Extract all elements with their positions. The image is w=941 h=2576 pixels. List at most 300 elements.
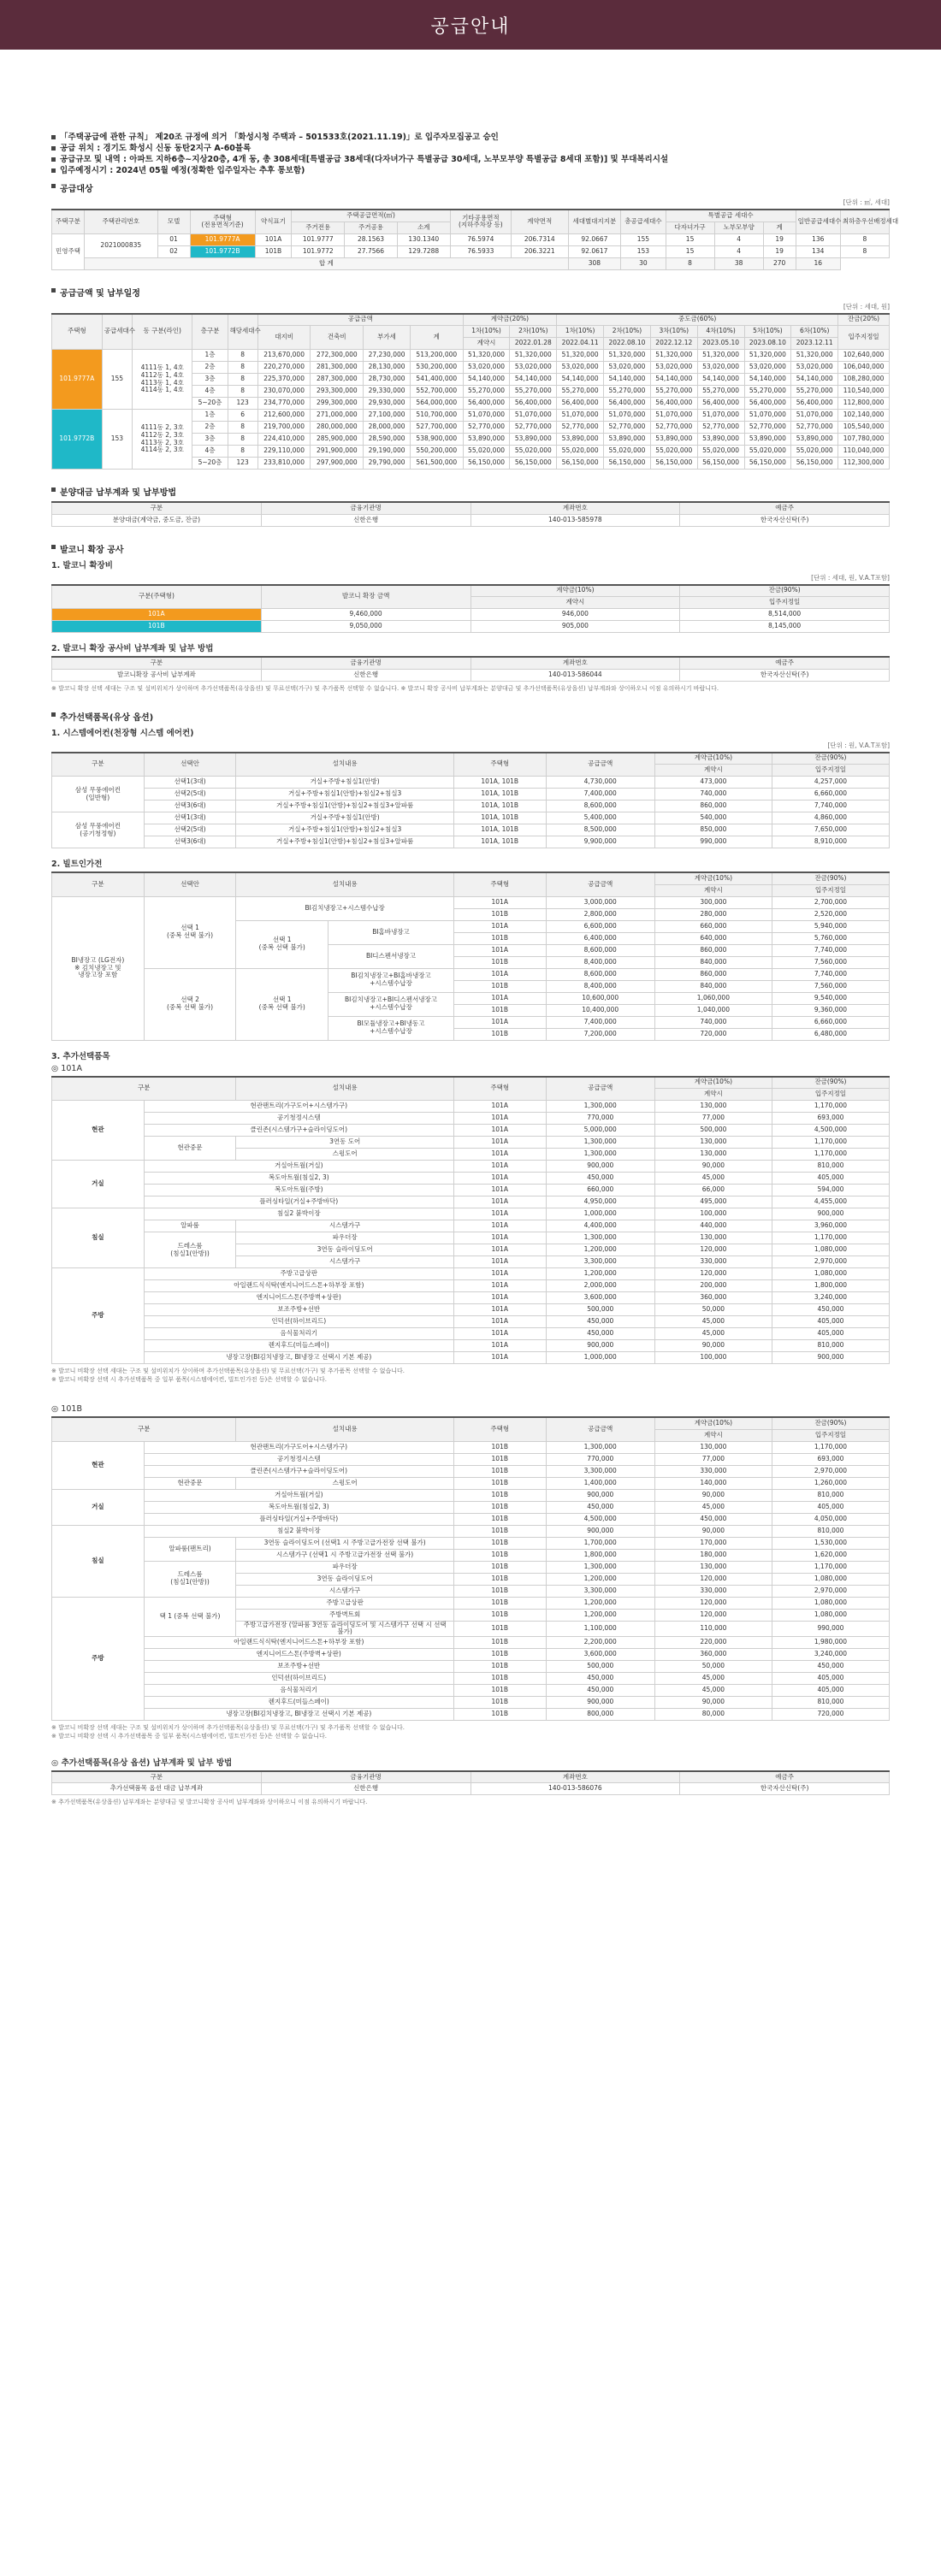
cell: 53,020,000 bbox=[791, 362, 838, 374]
cell: BI김치냉장고+BI디스펜서냉장고 +시스템수납장 bbox=[328, 992, 454, 1016]
th: 주택관리번호 bbox=[85, 210, 158, 233]
cell: 101A bbox=[453, 1173, 546, 1185]
cell: 현관팬트리(가구도어+시스템가구) bbox=[144, 1441, 453, 1453]
cell: 500,000 bbox=[546, 1660, 654, 1672]
cell: 인덕션(하이브리드) bbox=[144, 1316, 453, 1328]
th: 세대별대지지분 bbox=[568, 210, 621, 233]
cell-type-101a: 101A bbox=[52, 609, 262, 621]
cell: 720,000 bbox=[654, 1028, 772, 1040]
cell: 330,000 bbox=[654, 1256, 772, 1268]
th: 해당세대수 bbox=[228, 314, 257, 350]
th: 대지비 bbox=[257, 326, 311, 350]
cell: 900,000 bbox=[546, 1489, 654, 1501]
cell: 1,200,000 bbox=[546, 1244, 654, 1256]
th: 주택구분 bbox=[52, 210, 85, 233]
cell: 541,400,000 bbox=[410, 374, 463, 386]
cell: 56,150,000 bbox=[510, 458, 557, 470]
cell: 101B bbox=[453, 1513, 546, 1525]
cell: 냉장고장(BI김치냉장고, BI냉장고 선택시 기본 제공) bbox=[144, 1708, 453, 1720]
table-row bbox=[52, 1453, 890, 1465]
cell: 55,270,000 bbox=[744, 386, 791, 398]
cell: 3,240,000 bbox=[772, 1648, 889, 1660]
cell: 200,000 bbox=[654, 1280, 772, 1292]
cell: 291,900,000 bbox=[311, 446, 364, 458]
cell: 101B bbox=[453, 1477, 546, 1489]
cell: 101B bbox=[453, 1561, 546, 1573]
cell: 101A bbox=[453, 1268, 546, 1280]
cell: 8,400,000 bbox=[546, 980, 654, 992]
th: 공급금액 bbox=[546, 753, 654, 777]
cell: 101A bbox=[453, 1137, 546, 1149]
cell: 1,080,000 bbox=[772, 1573, 889, 1585]
cell: 101.9777 bbox=[292, 233, 345, 245]
th: 주택형(전용면적기준) bbox=[190, 210, 255, 233]
cell: 8,145,000 bbox=[680, 621, 890, 633]
th: 금융기관명 bbox=[261, 1771, 470, 1783]
cell: 선택 1 (중복 선택 불가) bbox=[236, 920, 328, 968]
cell: 신한은행 bbox=[261, 514, 470, 526]
cell: 53,890,000 bbox=[744, 434, 791, 446]
cell: 2층 bbox=[192, 362, 228, 374]
cell: 990,000 bbox=[654, 836, 772, 848]
cell: 56,150,000 bbox=[697, 458, 744, 470]
th: 소계 bbox=[397, 222, 450, 233]
th: 발코니 확장 금액 bbox=[261, 585, 470, 609]
cell: 101B bbox=[453, 908, 546, 920]
cell: 360,000 bbox=[654, 1292, 772, 1304]
cell: 28,000,000 bbox=[364, 422, 411, 434]
cell: 106,040,000 bbox=[838, 362, 890, 374]
cell: 1,200,000 bbox=[546, 1597, 654, 1609]
cell: 90,000 bbox=[654, 1525, 772, 1537]
cell: 405,000 bbox=[772, 1328, 889, 1340]
cell: 2,000,000 bbox=[546, 1280, 654, 1292]
table-row bbox=[52, 1708, 890, 1720]
table-row bbox=[52, 789, 890, 801]
cell: 8 bbox=[840, 233, 889, 245]
th: 총공급세대수 bbox=[621, 210, 666, 233]
cell: 54,140,000 bbox=[744, 374, 791, 386]
cell: 1,000,000 bbox=[546, 1208, 654, 1220]
cell: 냉장고장(BI김치냉장고, BI냉장고 선택시 기본 제공) bbox=[144, 1352, 453, 1364]
notice-list bbox=[51, 132, 890, 176]
cell: 101A, 101B bbox=[453, 801, 546, 812]
cell: 54,140,000 bbox=[557, 374, 604, 386]
cell: 5~20층 bbox=[192, 458, 228, 470]
cell: 271,000,000 bbox=[311, 410, 364, 422]
cell: 101A bbox=[453, 1016, 546, 1028]
cell: 보조주방+선반 bbox=[144, 1304, 453, 1316]
cell: 101A, 101B bbox=[453, 789, 546, 801]
cell: 3,240,000 bbox=[772, 1292, 889, 1304]
cell: 101A bbox=[453, 1304, 546, 1316]
table-row bbox=[52, 1125, 890, 1137]
cell: 330,000 bbox=[654, 1585, 772, 1597]
th: 주택형 bbox=[453, 872, 546, 896]
th: 계약금(10%) bbox=[654, 872, 772, 884]
cell: 공기청정시스템 bbox=[144, 1113, 453, 1125]
cell: 120,000 bbox=[654, 1244, 772, 1256]
th: 주택공급면적(㎡) bbox=[292, 210, 450, 222]
cell: 860,000 bbox=[654, 944, 772, 956]
cell: 281,300,000 bbox=[311, 362, 364, 374]
cell: 101B bbox=[453, 1648, 546, 1660]
options-101b-table bbox=[51, 1416, 890, 1721]
model-label-101b: ◎ 101B bbox=[51, 1404, 82, 1414]
notice-item: 공급규모 및 내역 : 아파트 지하6층~지상20층, 4개 동, 총 308세대[특별공급 38세대(다자녀가구 특별공급 30세대, 노부모부양 특별공급 8세대 포함)] 및 부대복리시설 bbox=[51, 154, 890, 165]
th: 공급금액 bbox=[546, 872, 654, 896]
th: 1차(10%) bbox=[463, 326, 510, 338]
cell: 51,070,000 bbox=[604, 410, 651, 422]
cell: 900,000 bbox=[546, 1525, 654, 1537]
cell: 선택 2 (중복 선택 불가) bbox=[144, 968, 236, 1040]
cell: 53,020,000 bbox=[744, 362, 791, 374]
cell: 213,670,000 bbox=[257, 350, 311, 362]
cell: 101B bbox=[453, 1441, 546, 1453]
cell: 55,020,000 bbox=[791, 446, 838, 458]
th: 계약면적 bbox=[511, 210, 568, 233]
cell: 54,140,000 bbox=[463, 374, 510, 386]
cell: 7,740,000 bbox=[772, 944, 889, 956]
cell: 4111동 1, 4호 4112동 1, 4호 4113동 1, 4호 4114동 1, 4호 bbox=[132, 350, 192, 410]
cell: 55,020,000 bbox=[510, 446, 557, 458]
cell: 6,600,000 bbox=[546, 920, 654, 932]
table-row bbox=[52, 1684, 890, 1696]
cell: 55,270,000 bbox=[557, 386, 604, 398]
cell: 220,000 bbox=[654, 1636, 772, 1648]
cell: 4 bbox=[714, 233, 763, 245]
cell: 3연동 슬라이딩도어 bbox=[236, 1573, 454, 1585]
cell: 53,020,000 bbox=[650, 362, 697, 374]
cell: 101B bbox=[453, 1549, 546, 1561]
cell: 3,300,000 bbox=[546, 1465, 654, 1477]
cell: 130,000 bbox=[654, 1441, 772, 1453]
cell: 297,900,000 bbox=[311, 458, 364, 470]
cell: 101A bbox=[453, 944, 546, 956]
cell: 234,770,000 bbox=[257, 398, 311, 410]
cell: 6 bbox=[228, 410, 257, 422]
th: 2023.12.11 bbox=[791, 338, 838, 350]
cell: 8 bbox=[228, 422, 257, 434]
table-row bbox=[52, 1597, 890, 1609]
cell: 55,270,000 bbox=[604, 386, 651, 398]
cell: 55,020,000 bbox=[744, 446, 791, 458]
cell: 55,270,000 bbox=[510, 386, 557, 398]
th: 계좌번호 bbox=[470, 1771, 680, 1783]
cell: 110,540,000 bbox=[838, 386, 890, 398]
cell: 2,200,000 bbox=[546, 1636, 654, 1648]
section-title-balcony: 발코니 확장 공사 bbox=[51, 542, 890, 555]
table-row bbox=[52, 1137, 890, 1149]
cell: 드레스룸 (침실1(안방)) bbox=[144, 1232, 236, 1268]
th: 계약시 bbox=[654, 884, 772, 896]
table-row bbox=[52, 1185, 890, 1196]
cell: BI홈바냉장고 bbox=[328, 920, 454, 944]
cell: 27.7566 bbox=[345, 245, 398, 257]
cell: 01 bbox=[157, 233, 190, 245]
cell: 51,320,000 bbox=[557, 350, 604, 362]
cell: 현관 bbox=[52, 1101, 145, 1161]
th: 금융기관명 bbox=[261, 502, 470, 514]
section-title-payment-account: 분양대금 납부계좌 및 납부방법 bbox=[51, 485, 890, 498]
cell: 538,900,000 bbox=[410, 434, 463, 446]
cell: 3,300,000 bbox=[546, 1256, 654, 1268]
cell: 8,600,000 bbox=[546, 944, 654, 956]
th: 잔금(90%) bbox=[680, 585, 890, 597]
cell: 선택 1 (중복 선택 불가) bbox=[144, 896, 236, 968]
footnote: ※ 발코니 비확장 선택 시 추가선택품목 중 일부 품목(시스템에어컨, 빌트인가전 등)은 선택할 수 없습니다. bbox=[51, 1376, 327, 1383]
cell: 101A, 101B bbox=[453, 777, 546, 789]
cell: 101B bbox=[453, 1537, 546, 1549]
table-row bbox=[52, 1648, 890, 1660]
cell: 56,150,000 bbox=[744, 458, 791, 470]
cell: 분양대금(계약금, 중도금, 잔금) bbox=[52, 514, 262, 526]
cell: 230,070,000 bbox=[257, 386, 311, 398]
cell: 272,300,000 bbox=[311, 350, 364, 362]
cell: 8 bbox=[228, 362, 257, 374]
cell: 1,300,000 bbox=[546, 1149, 654, 1161]
cell: 51,070,000 bbox=[744, 410, 791, 422]
cell: 1,170,000 bbox=[772, 1149, 889, 1161]
th: 금융기관명 bbox=[261, 657, 470, 669]
cell: 76.5974 bbox=[450, 233, 511, 245]
cell: 233,810,000 bbox=[257, 458, 311, 470]
cell: 엔지니어드스톤(주방벽+상판) bbox=[144, 1292, 453, 1304]
cell: 6,400,000 bbox=[546, 932, 654, 944]
cell-type: 101.9772B bbox=[52, 410, 103, 470]
cell: 현관팬트리(가구도어+시스템가구) bbox=[144, 1101, 453, 1113]
cell: 54,140,000 bbox=[697, 374, 744, 386]
cell: 음식물처리기 bbox=[144, 1328, 453, 1340]
cell: 추가선택품목 옵션 대금 납부계좌 bbox=[52, 1783, 262, 1795]
table-row bbox=[52, 968, 890, 980]
cell: 101A bbox=[453, 896, 546, 908]
balcony-price-table bbox=[51, 584, 890, 634]
cell: 5,000,000 bbox=[546, 1125, 654, 1137]
table-row bbox=[52, 350, 890, 362]
cell: 현관중문 bbox=[144, 1137, 236, 1161]
cell: 3,600,000 bbox=[546, 1292, 654, 1304]
cell: 복도아트월(침실2, 3) bbox=[144, 1173, 453, 1185]
th: 계좌번호 bbox=[470, 657, 680, 669]
th: 선택안 bbox=[144, 753, 236, 777]
cell: 10,400,000 bbox=[546, 1004, 654, 1016]
table-row bbox=[52, 1101, 890, 1113]
cell: 플러싱타일(거실+주방바닥) bbox=[144, 1196, 453, 1208]
cell: 54,140,000 bbox=[604, 374, 651, 386]
cell: 51,070,000 bbox=[510, 410, 557, 422]
cell: 92.0667 bbox=[568, 233, 621, 245]
cell: 101B bbox=[453, 1609, 546, 1621]
cell: 299,300,000 bbox=[311, 398, 364, 410]
cell: 2,970,000 bbox=[772, 1465, 889, 1477]
table-row bbox=[52, 896, 890, 908]
cell: 55,020,000 bbox=[650, 446, 697, 458]
balcony-account-table bbox=[51, 656, 890, 682]
cell: 510,700,000 bbox=[410, 410, 463, 422]
cell: 28,590,000 bbox=[364, 434, 411, 446]
cell: 1,200,000 bbox=[546, 1268, 654, 1280]
cell: 101A bbox=[453, 920, 546, 932]
cell: 293,300,000 bbox=[311, 386, 364, 398]
cell: 130,000 bbox=[654, 1232, 772, 1244]
cell: 220,270,000 bbox=[257, 362, 311, 374]
cell: 1,170,000 bbox=[772, 1232, 889, 1244]
cell: 5,940,000 bbox=[772, 920, 889, 932]
cell: 거실+주방+침실1(안방)+침실2+침실3+알파룸 bbox=[236, 836, 454, 848]
cell: 693,000 bbox=[772, 1453, 889, 1465]
cell: 53,890,000 bbox=[650, 434, 697, 446]
cell: 51,320,000 bbox=[650, 350, 697, 362]
th: 입주지정일 bbox=[772, 765, 889, 777]
cell: 660,000 bbox=[546, 1185, 654, 1196]
cell: 45,000 bbox=[654, 1501, 772, 1513]
cell: 거실아트월(거실) bbox=[144, 1161, 453, 1173]
cell: 450,000 bbox=[772, 1304, 889, 1316]
cell: 9,900,000 bbox=[546, 836, 654, 848]
cell: 3연동 슬라이딩도어 bbox=[236, 1244, 454, 1256]
cell: 56,400,000 bbox=[650, 398, 697, 410]
cell: 101A bbox=[453, 1352, 546, 1364]
supply-target-table bbox=[51, 209, 899, 270]
cell: 170,000 bbox=[654, 1537, 772, 1549]
th: 계약금(10%) bbox=[654, 753, 772, 765]
th: 설치내용 bbox=[236, 1417, 454, 1441]
cell: 155 bbox=[102, 350, 132, 410]
notice-item: 공급 위치 : 경기도 화성시 신동 동탄2지구 A-60블록 bbox=[51, 143, 890, 154]
cell: 206.3221 bbox=[511, 245, 568, 257]
th: 다자녀가구 bbox=[666, 222, 714, 233]
cell: 1,170,000 bbox=[772, 1137, 889, 1149]
th: 잔금(90%) bbox=[772, 753, 889, 765]
cell: 800,000 bbox=[546, 1708, 654, 1720]
cell: 클린존(시스템가구+슬라이딩도어) bbox=[144, 1465, 453, 1477]
cell: 51,320,000 bbox=[697, 350, 744, 362]
table-row bbox=[52, 1465, 890, 1477]
cell: 500,000 bbox=[654, 1125, 772, 1137]
cell: 770,000 bbox=[546, 1453, 654, 1465]
cell: 16 bbox=[796, 257, 840, 269]
cell: 8,910,000 bbox=[772, 836, 889, 848]
cell: 134 bbox=[796, 245, 840, 257]
cell: 101B bbox=[255, 245, 292, 257]
cell: 7,560,000 bbox=[772, 956, 889, 968]
cell: 552,700,000 bbox=[410, 386, 463, 398]
cell: 1,000,000 bbox=[546, 1352, 654, 1364]
cell: 1,300,000 bbox=[546, 1561, 654, 1573]
cell: 침실2 붙박이장 bbox=[144, 1525, 453, 1537]
unit-label: [단위 : 세대, 원] bbox=[843, 302, 890, 310]
cell: 1,080,000 bbox=[772, 1597, 889, 1609]
table-row bbox=[52, 1477, 890, 1489]
cell: 29,930,000 bbox=[364, 398, 411, 410]
cell: 101B bbox=[453, 1684, 546, 1696]
table-row bbox=[52, 1208, 890, 1220]
cell: 29,190,000 bbox=[364, 446, 411, 458]
th: 층구분 bbox=[192, 314, 228, 350]
header-banner bbox=[0, 0, 941, 50]
table-row bbox=[52, 1636, 890, 1648]
cell: 45,000 bbox=[654, 1173, 772, 1185]
th: 계약금(20%) bbox=[463, 314, 557, 326]
cell: 주방 bbox=[52, 1268, 145, 1364]
cell: 102,640,000 bbox=[838, 350, 890, 362]
cell: 51,070,000 bbox=[557, 410, 604, 422]
model-label-101a: ◎ 101A bbox=[51, 1063, 82, 1073]
footnote: ※ 발코니 비확장 선택 세대는 구조 및 설비위치가 상이하며 추가선택품목(유상옵션) 및 무료선택(가구) 및 추가품목 선택할 수 없습니다. bbox=[51, 1368, 405, 1374]
section-title-options: 추가선택품목(유상 옵션) bbox=[51, 710, 890, 723]
cell: 1,300,000 bbox=[546, 1137, 654, 1149]
cell: 101A bbox=[453, 1328, 546, 1340]
cell: 640,000 bbox=[654, 932, 772, 944]
cell: 주방벽트회 bbox=[236, 1609, 454, 1621]
cell: 101A bbox=[453, 1125, 546, 1137]
table-row bbox=[52, 1561, 890, 1573]
th: 2차(10%) bbox=[510, 326, 557, 338]
cell: 침실 bbox=[52, 1208, 145, 1268]
subsection-title: 3. 추가선택품목 bbox=[51, 1051, 110, 1061]
cell: 810,000 bbox=[772, 1696, 889, 1708]
cell: 155 bbox=[621, 233, 666, 245]
th: 구분 bbox=[52, 1771, 262, 1783]
builtin-body bbox=[52, 896, 890, 1040]
cell: 101A bbox=[453, 1196, 546, 1208]
cell: 7,560,000 bbox=[772, 980, 889, 992]
cell: 50,000 bbox=[654, 1660, 772, 1672]
cell: 1,300,000 bbox=[546, 1232, 654, 1244]
cell: 1,060,000 bbox=[654, 992, 772, 1004]
th: 계 bbox=[410, 326, 463, 350]
cell: 렌지후드(미들스페이) bbox=[144, 1696, 453, 1708]
th: 구분 bbox=[52, 502, 262, 514]
cell: 주방 bbox=[52, 1597, 145, 1720]
th: 주거공용 bbox=[345, 222, 398, 233]
th: 2022.12.12 bbox=[650, 338, 697, 350]
cell: 360,000 bbox=[654, 1648, 772, 1660]
table-row bbox=[52, 1316, 890, 1328]
table-row bbox=[52, 1161, 890, 1173]
cell: 53,020,000 bbox=[463, 362, 510, 374]
cell: 405,000 bbox=[772, 1501, 889, 1513]
cell: 66,000 bbox=[654, 1185, 772, 1196]
cell: 엔지니어드스톤(주방벽+상판) bbox=[144, 1648, 453, 1660]
cell: 8 bbox=[228, 350, 257, 362]
cell: 3연동 도어 bbox=[236, 1137, 454, 1149]
cell: 28.1563 bbox=[345, 233, 398, 245]
cell: 56,150,000 bbox=[557, 458, 604, 470]
th: 3차(10%) bbox=[650, 326, 697, 338]
cell: 101A bbox=[453, 1280, 546, 1292]
cell: 2,970,000 bbox=[772, 1585, 889, 1597]
table-row bbox=[52, 1268, 890, 1280]
cell: 택 1 (중복 선택 불가) bbox=[144, 1597, 236, 1636]
th: 2022.08.10 bbox=[604, 338, 651, 350]
th: 설치내용 bbox=[236, 1077, 454, 1101]
cell: 56,400,000 bbox=[697, 398, 744, 410]
cell: 현관중문 bbox=[144, 1477, 236, 1489]
cell: 101A, 101B bbox=[453, 824, 546, 836]
cell: 130,000 bbox=[654, 1149, 772, 1161]
cell: 1,170,000 bbox=[772, 1441, 889, 1453]
th: 구분 bbox=[52, 753, 145, 777]
cell: 900,000 bbox=[772, 1352, 889, 1364]
main-content bbox=[0, 50, 941, 1806]
cell: 55,020,000 bbox=[604, 446, 651, 458]
cell: 시스템가구 bbox=[236, 1220, 454, 1232]
cell: 3,960,000 bbox=[772, 1220, 889, 1232]
cell: 740,000 bbox=[654, 1016, 772, 1028]
cell: 02 bbox=[157, 245, 190, 257]
